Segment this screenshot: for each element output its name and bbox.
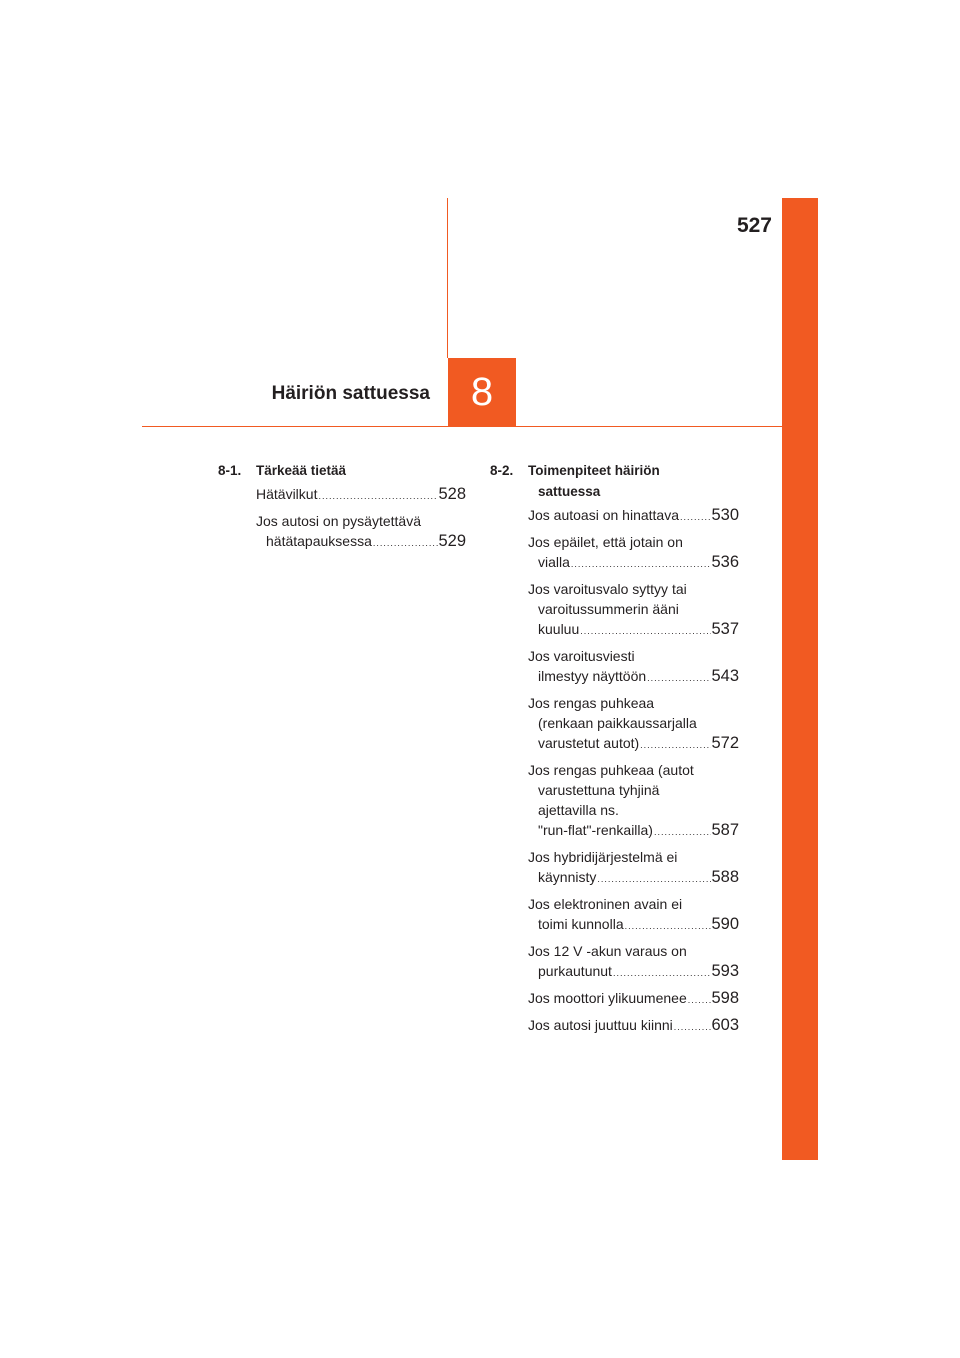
toc-entry-text: purkautunut: [538, 963, 612, 979]
toc-entry-text-line: [528, 552, 739, 574]
dot-leader: [570, 554, 712, 574]
dot-leader: [646, 668, 711, 688]
toc-entry-text: varustettuna tyhjinä: [538, 782, 660, 798]
toc-entry[interactable]: [528, 693, 739, 755]
toc-entry-text: Jos moottori ylikuumenee: [528, 990, 687, 1006]
toc-entry-text: Jos varoitusviesti: [528, 648, 635, 664]
toc-entry[interactable]: [528, 894, 739, 936]
page-number: 527: [736, 214, 772, 237]
toc-page-number: 529: [438, 532, 466, 550]
section-title: [256, 460, 466, 481]
toc-page-number: 572: [711, 734, 739, 752]
vertical-rule: [447, 198, 448, 358]
toc-entry-text-line: [528, 961, 739, 983]
dot-leader: [624, 916, 712, 936]
section-title-line: sattuessa: [538, 484, 601, 499]
chapter-number-box: 8: [448, 358, 516, 426]
toc-entry-text: Jos autosi juuttuu kiinni: [528, 1017, 673, 1033]
toc-page-number: 530: [711, 506, 739, 524]
section-title-line: Tärkeää tietää: [256, 463, 347, 478]
toc-entry-text: käynnisty: [538, 869, 597, 885]
toc-entry-text: ilmestyy näyttöön: [538, 668, 647, 684]
toc-entry[interactable]: [528, 760, 739, 842]
toc-entry[interactable]: [528, 1015, 739, 1037]
toc-entry[interactable]: [528, 988, 739, 1010]
toc-page-number: 536: [711, 553, 739, 571]
toc-entry[interactable]: [256, 511, 466, 553]
toc-entry-text: Jos rengas puhkeaa (autot: [528, 762, 694, 778]
toc-entry-text: varoitussummerin ääni: [538, 601, 679, 617]
dot-leader: [579, 621, 711, 641]
toc-entry-text-line: [528, 820, 739, 842]
toc-entry-text: ajettavilla ns.: [538, 802, 619, 818]
toc-entry[interactable]: [528, 532, 739, 574]
toc-entry-text-line: [256, 531, 466, 553]
dot-leader: [372, 533, 439, 553]
dot-leader: [673, 1017, 712, 1037]
chapter-title: Häiriön sattuessa: [271, 383, 430, 404]
toc-entry-text-line: [528, 914, 739, 936]
toc-entry-text-line: [528, 666, 739, 688]
toc-entry-text: Hätävilkut: [256, 486, 318, 502]
toc-entry-text: hätätapauksessa: [266, 533, 372, 549]
toc-entry-text: Jos hybridijärjestelmä ei: [528, 849, 678, 865]
section-heading: [490, 460, 739, 502]
toc-entry-text-line: [256, 484, 466, 506]
section-number: 8-2.: [490, 463, 514, 478]
dot-leader: [612, 963, 712, 983]
toc-column-left: [218, 460, 466, 558]
toc-page-number: 593: [711, 962, 739, 980]
toc-entry-text: Jos varoitusvalo syttyy tai: [528, 581, 687, 597]
dot-leader: [679, 507, 711, 527]
toc-entry-text-line: [528, 867, 739, 889]
dot-leader: [687, 990, 712, 1010]
toc-entry-text: Jos autosi on pysäytettävä: [256, 513, 421, 529]
toc-entry[interactable]: [528, 847, 739, 889]
toc-entry-text: varustetut autot): [538, 735, 640, 751]
side-tab-bar: [782, 198, 818, 1160]
toc-column-right: [490, 460, 739, 1042]
toc-entry-text-line: [528, 505, 739, 527]
toc-page-number: 590: [711, 915, 739, 933]
section-number: 8-1.: [218, 463, 242, 478]
toc-entry-text: Jos elektroninen avain ei: [528, 896, 683, 912]
section-title: [528, 460, 739, 502]
toc-page-number: 528: [438, 485, 466, 503]
toc-entry-text-line: [528, 619, 739, 641]
toc-page-number: 598: [711, 989, 739, 1007]
toc-entry[interactable]: [528, 505, 739, 527]
toc-entry-text: Jos epäilet, että jotain on: [528, 534, 683, 550]
toc-entry-text: (renkaan paikkaussarjalla: [538, 715, 697, 731]
toc-entry[interactable]: [256, 484, 466, 506]
toc-entry-text-line: [528, 988, 739, 1010]
toc-entry-text: toimi kunnolla: [538, 916, 624, 932]
toc-entry-text: "run-flat"-renkailla): [538, 822, 653, 838]
dot-leader: [596, 869, 711, 889]
toc-entry[interactable]: [528, 646, 739, 688]
dot-leader: [653, 822, 711, 842]
toc-entry-text-line: [528, 1015, 739, 1037]
toc-page-number: 537: [711, 620, 739, 638]
toc-page-number: 543: [711, 667, 739, 685]
toc-entry-text: kuuluu: [538, 621, 580, 637]
toc-entry-text: vialla: [538, 554, 570, 570]
toc-entry-text: Jos rengas puhkeaa: [528, 695, 655, 711]
section-title-line: Toimenpiteet häiriön: [528, 463, 660, 478]
horizontal-rule: [142, 426, 782, 427]
section-heading: [218, 460, 466, 481]
toc-entry-text: Jos autoasi on hinattava: [528, 507, 679, 523]
toc-entry-text-line: [528, 733, 739, 755]
toc-page-number: 587: [711, 821, 739, 839]
toc-entry-list: [490, 505, 739, 1037]
toc-page-number: 603: [711, 1016, 739, 1034]
dot-leader: [317, 486, 438, 506]
toc-page-number: 588: [711, 868, 739, 886]
toc-entry[interactable]: [528, 579, 739, 641]
toc-entry[interactable]: [528, 941, 739, 983]
toc-entry-list: [218, 484, 466, 553]
dot-leader: [639, 735, 711, 755]
toc-entry-text: Jos 12 V -akun varaus on: [528, 943, 687, 959]
